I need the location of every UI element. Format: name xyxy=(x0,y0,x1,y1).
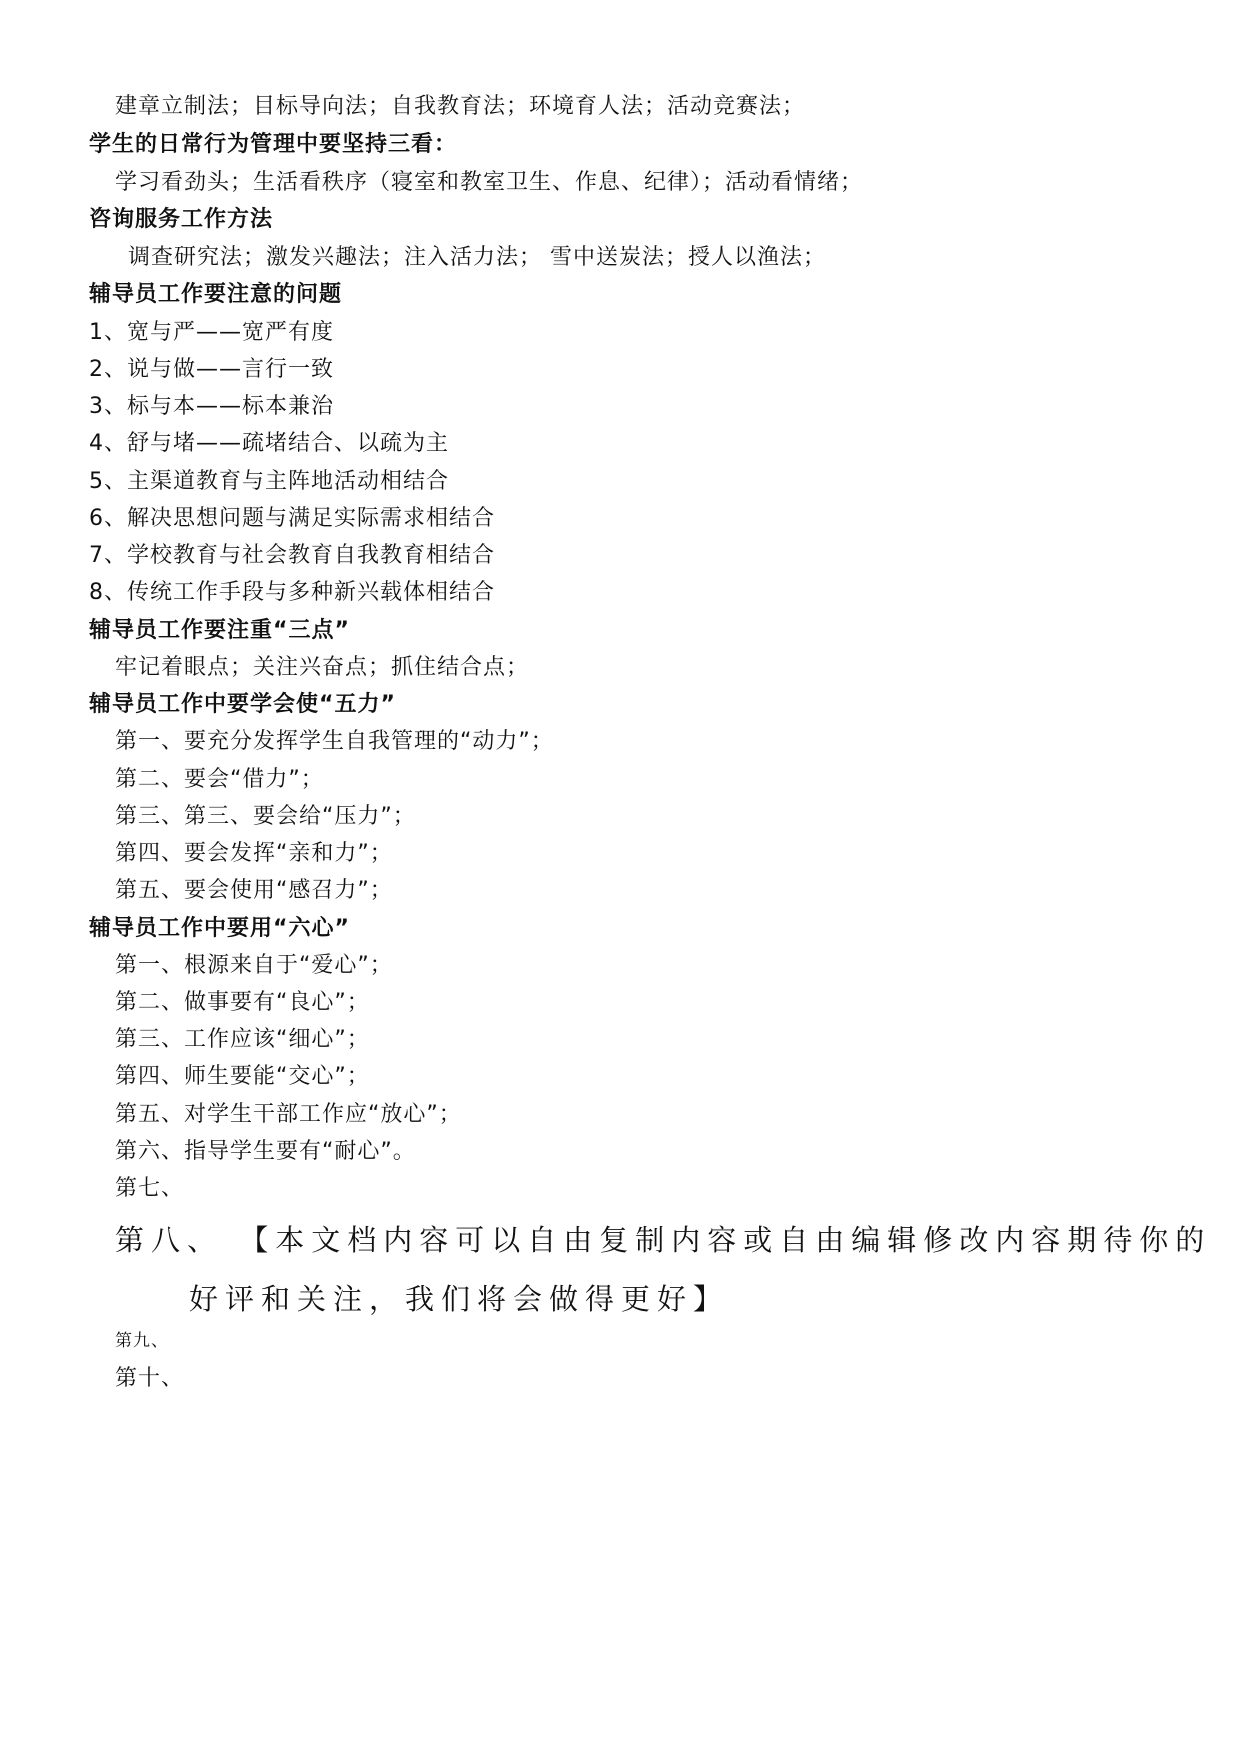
consulting-methods-line: 调查研究法；激发兴趣法；注入活力法； 雪中送炭法；授人以渔法； xyxy=(128,245,826,270)
section-heading: 辅导员工作中要学会使“五力” xyxy=(89,692,396,717)
list-item: 第十、 xyxy=(115,1366,185,1391)
list-item: 第五、要会使用“感召力”； xyxy=(115,878,393,903)
list-item: 第二、做事要有“良心”； xyxy=(115,990,370,1015)
list-item: 5、主渠道教育与主阵地活动相结合 xyxy=(89,469,449,494)
section-heading: 咨询服务工作方法 xyxy=(89,207,274,232)
three-looks-line: 学习看劲头；生活看秩序（寝室和教室卫生、作息、纪律）；活动看情绪； xyxy=(115,170,864,195)
list-item: 6、解决思想问题与满足实际需求相结合 xyxy=(89,506,495,531)
notice-line-continued: 好评和关注，我们将会做得更好】 xyxy=(189,1282,730,1316)
list-item: 第四、要会发挥“亲和力”； xyxy=(115,841,393,866)
list-item: 1、宽与严——宽严有度 xyxy=(89,320,334,345)
list-item: 8、传统工作手段与多种新兴载体相结合 xyxy=(89,580,495,605)
list-item: 第九、 xyxy=(115,1331,169,1351)
section-heading: 辅导员工作要注意的问题 xyxy=(89,282,343,307)
three-points-line: 牢记着眼点；关注兴奋点；抓住结合点； xyxy=(115,655,530,680)
list-item: 3、标与本——标本兼治 xyxy=(89,394,334,419)
section-heading: 辅导员工作要注重“三点” xyxy=(89,618,350,643)
list-item: 第一、要充分发挥学生自我管理的“动力”； xyxy=(115,729,554,754)
section-heading: 辅导员工作中要用“六心” xyxy=(89,916,350,941)
list-item: 第二、要会“借力”； xyxy=(115,767,324,792)
list-item: 7、学校教育与社会教育自我教育相结合 xyxy=(89,543,495,568)
list-item: 第一、根源来自于“爱心”； xyxy=(115,953,393,978)
notice-line: 第八、 【本文档内容可以自由复制内容或自由编辑修改内容期待你的 xyxy=(115,1223,1212,1257)
methods-line: 建章立制法；目标导向法；自我教育法；环境育人法；活动竞赛法； xyxy=(115,94,806,119)
list-item: 第七、 xyxy=(115,1176,185,1201)
list-item: 第四、师生要能“交心”； xyxy=(115,1064,370,1089)
list-item: 第五、对学生干部工作应“放心”； xyxy=(115,1102,462,1127)
section-heading: 学生的日常行为管理中要坚持三看： xyxy=(89,132,458,157)
list-item: 第六、指导学生要有“耐心”。 xyxy=(115,1139,416,1164)
list-item: 第三、工作应该“细心”； xyxy=(115,1027,370,1052)
list-item: 第三、第三、要会给“压力”； xyxy=(115,804,416,829)
list-item: 2、说与做——言行一致 xyxy=(89,357,334,382)
list-item: 4、舒与堵——疏堵结合、以疏为主 xyxy=(89,431,449,456)
